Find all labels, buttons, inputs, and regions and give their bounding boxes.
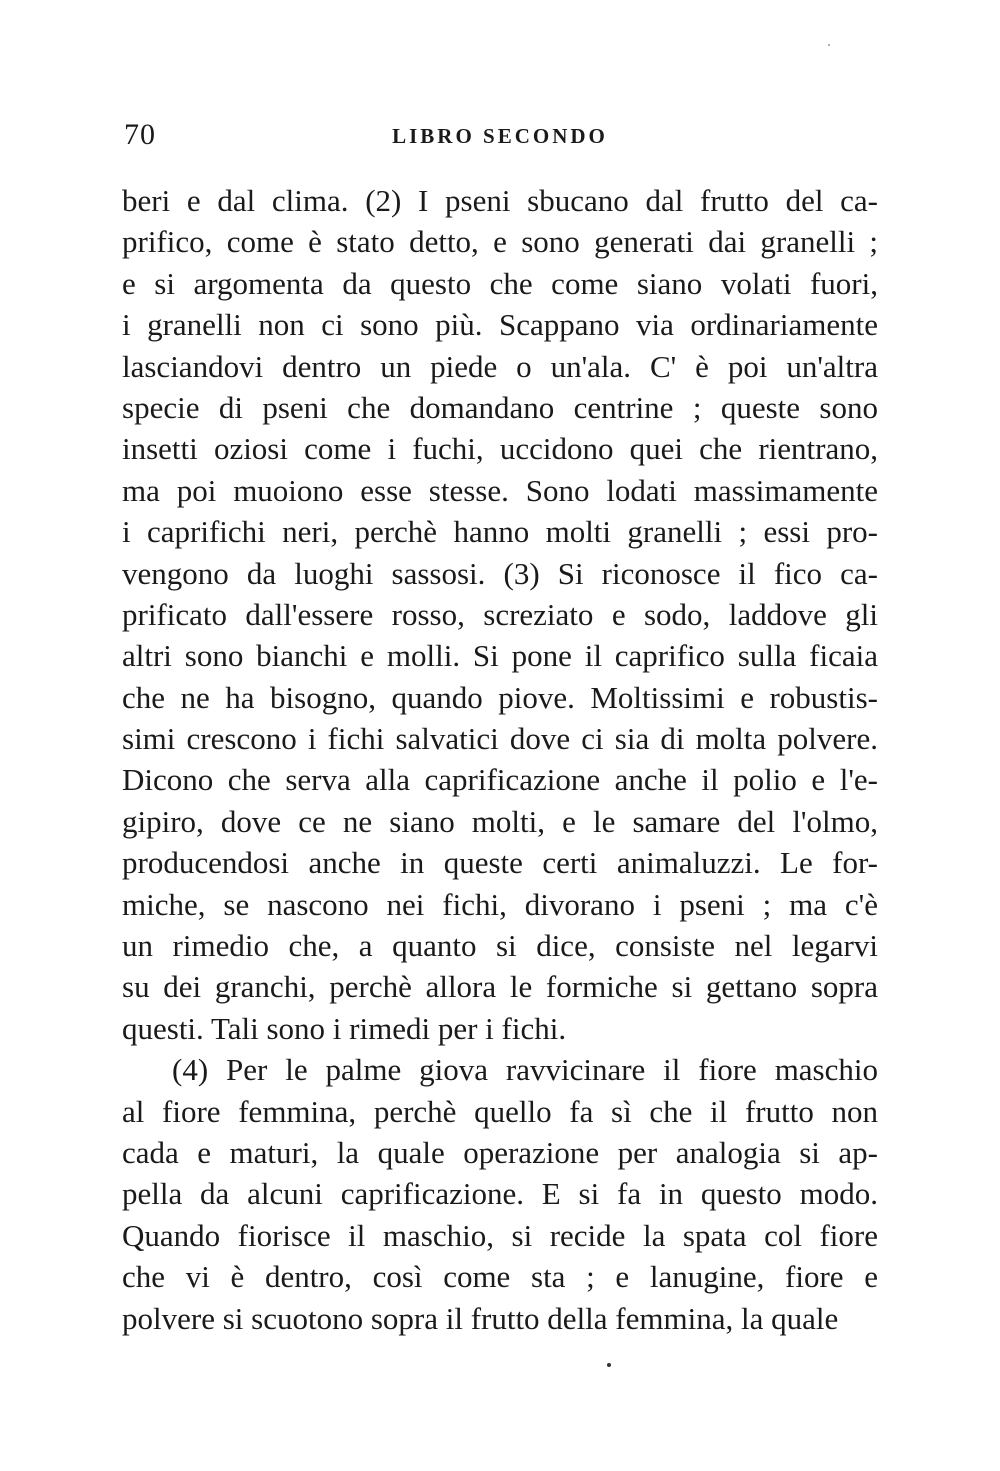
text-line: vengono da luoghi sassosi. (3) Si riconosce il fico ca- [122, 555, 878, 591]
text-line: e si argomenta da questo che come siano volati fuori, [122, 265, 878, 301]
text-line: beri e dal clima. (2) I pseni sbucano dal frutto del ca- [122, 183, 878, 218]
paragraph [122, 1049, 878, 1339]
text-line: simi crescono i fichi salvatici dove ci sia di molta polvere. [122, 721, 878, 757]
text-line: (4) Per le palme giova ravvicinare il fiore maschio [172, 1052, 878, 1088]
text-line: Dicono che serva alla caprificazione anche il polio e l'e- [122, 762, 878, 798]
text-line: polvere si scuotono sopra il frutto della femmina, la quale [122, 1300, 839, 1336]
page-number: 70 [124, 118, 156, 151]
text-line: prifico, come è stato detto, e sono generati dai granelli ; [122, 224, 878, 260]
ink-speck [607, 1363, 611, 1367]
page-header [122, 118, 878, 158]
text-line: che ne ha bisogno, quando piove. Moltissimi e robustis- [122, 679, 878, 715]
text-line: un rimedio che, a quanto si dice, consiste nel legarvi [122, 928, 878, 964]
text-line: questi. Tali sono i rimedi per i fichi. [122, 1010, 567, 1046]
ink-speck [828, 44, 830, 46]
text-line: lasciandovi dentro un piede o un'ala. C' è poi un'altra [122, 348, 878, 384]
text-line: che vi è dentro, così come sta ; e lanugine, fiore e [122, 1259, 878, 1295]
text-line: al fiore femmina, perchè quello fa sì che il frutto non [122, 1093, 878, 1129]
text-line: specie di pseni che domandano centrine ; queste sono [122, 389, 878, 425]
text-line: Quando fiorisce il maschio, si recide la spata col fiore [122, 1217, 878, 1253]
text-line: su dei granchi, perchè allora le formiche si gettano sopra [122, 969, 878, 1005]
paragraph [122, 180, 878, 1049]
text-line: cada e maturi, la quale operazione per analogia si ap- [122, 1134, 878, 1170]
text-line: i caprifichi neri, perchè hanno molti granelli ; essi pro- [122, 514, 878, 550]
text-line: prificato dall'essere rosso, screziato e sodo, laddove gli [122, 596, 878, 632]
body-text [122, 180, 878, 1339]
text-line: gipiro, dove ce ne siano molti, e le samare del l'olmo, [122, 803, 878, 839]
running-title: LIBRO SECONDO [392, 124, 608, 148]
text-line: i granelli non ci sono più. Scappano via ordinariamente [122, 307, 878, 343]
text-line: altri sono bianchi e molli. Si pone il caprifico sulla ficaia [122, 638, 878, 674]
text-line: miche, se nascono nei fichi, divorano i pseni ; ma c'è [122, 886, 878, 922]
text-line: insetti oziosi come i fuchi, uccidono quei che rientrano, [122, 431, 878, 467]
text-line: producendosi anche in queste certi animaluzzi. Le for- [122, 845, 878, 881]
text-line: ma poi muoiono esse stesse. Sono lodati massimamente [122, 472, 878, 508]
text-line: pella da alcuni caprificazione. E si fa in questo modo. [122, 1176, 878, 1212]
